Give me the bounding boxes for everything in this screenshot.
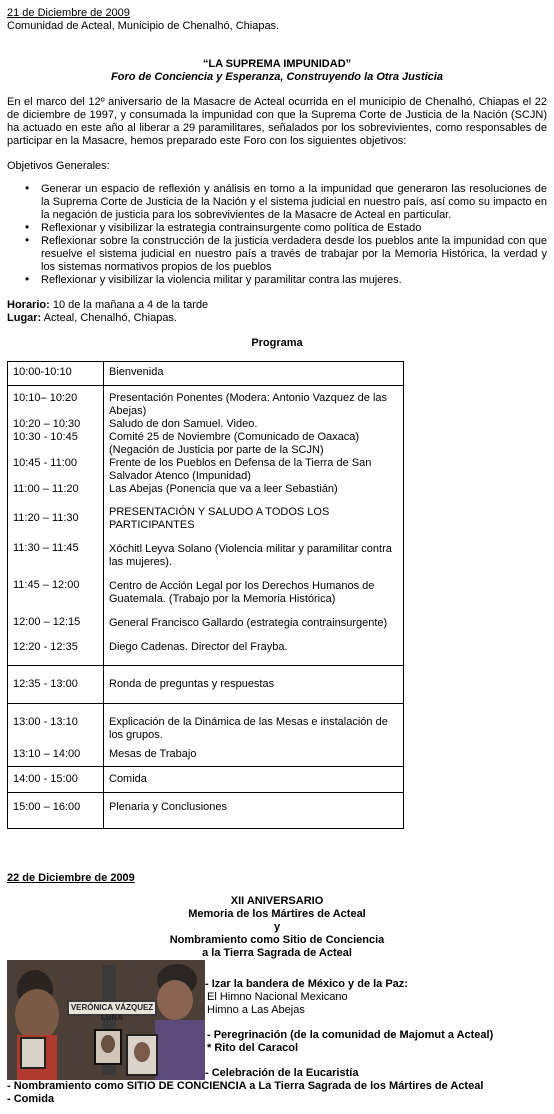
programa-heading: Programa — [251, 337, 303, 349]
time-cell — [8, 704, 104, 767]
horario-value: 10 de la mañana a 4 de la tarde — [49, 299, 209, 311]
table-row — [8, 666, 404, 704]
activity-line: - Comida — [7, 1093, 55, 1105]
time-cell — [8, 666, 104, 704]
day2-date: 22 de Diciembre de 2009 — [7, 872, 135, 884]
time-text: 15:00 – 16:00 — [13, 801, 81, 813]
table-row — [8, 767, 404, 793]
day2-title-line: a la Tierra Sagrada de Acteal — [202, 947, 352, 959]
activity-text: Plenaria y Conclusiones — [109, 801, 228, 813]
activity-text: Ronda de preguntas y respuestas — [109, 678, 275, 690]
objectives-list — [7, 183, 547, 287]
activity-line: - Celebración de la Eucaristía — [205, 1067, 359, 1079]
event-date: 21 de Diciembre de 2009 — [7, 7, 130, 19]
activity-text: Comida — [109, 773, 147, 785]
activity-text: Frente de los Pueblos en Defensa de la Tierra de San Salvador Atenco (Impunidad) — [109, 457, 372, 482]
activity-text: PRESENTACIÓN Y SALUDO A TODOS LOS PARTICIPANTES — [109, 506, 330, 531]
day2-title-line: y — [273, 921, 281, 933]
objective-item: • Reflexionar sobre la construcción de la justicia verdadera desde los pueblos ante la impunidad con que resuelve el sistema judicial en nuestro país a través de trabajar por la Memoria Histórica, la verdad y los sistemas normativos propios de los pueblos — [7, 235, 547, 274]
time-text: 11:20 – 11:30 — [13, 512, 79, 524]
time-cell — [8, 767, 104, 793]
time-text: 10:10– 10:20 — [13, 392, 78, 404]
table-row — [8, 704, 404, 767]
time-text: 12:00 – 12:15 — [13, 616, 81, 628]
activity-text: Las Abejas (Ponencia que va a leer Sebastián) — [109, 483, 338, 495]
time-text: 10:00-10:10 — [13, 366, 72, 378]
time-text: 10:45 - 11:00 — [13, 457, 78, 469]
horario-line — [7, 299, 208, 312]
time-text: 10:30 - 10:45 — [13, 431, 78, 443]
intro-paragraph: En el marco del 12º aniversario de la Masacre de Acteal ocurrida en el municipio de Chenalhó, Chiapas el 22 de diciembre de 1997, y consumada la impunidad con que la Suprema Corte de Justicia de la Nación (SCJN) ha actuado en este año al liberar a 29 paramilitares, señalados por los sobrevivientes, como responsables de participar en la Masacre, hemos preparado este Foro con los siguientes objetivos: — [7, 96, 547, 147]
activity-text: Explicación de la Dinámica de las Mesas e instalación de los grupos. — [109, 716, 388, 741]
table-row — [8, 793, 404, 829]
activity-cell — [104, 386, 404, 666]
lugar-label: Lugar: — [7, 312, 42, 324]
lugar-value: Acteal, Chenalhó, Chiapas. — [41, 312, 177, 324]
day2-title-line: Nombramiento como Sitio de Conciencia — [169, 934, 385, 946]
time-text: 10:20 – 10:30 — [13, 418, 81, 430]
time-text: 12:35 - 13:00 — [13, 678, 78, 690]
photo-caption: VERÓNICA VÁZQUEZ LUNA — [70, 1003, 154, 1022]
activity-text: Xóchitl Leyva Solano (Violencia militar y paramilitar contra las mujeres). — [109, 543, 392, 568]
activity-line: * Rito del Caracol — [207, 1042, 299, 1054]
page-title: “LA SUPREMA IMPUNIDAD” — [202, 58, 352, 70]
time-text: 13:10 – 14:00 — [13, 748, 81, 760]
day2-title-line: Memoria de los Mártires de Acteal — [188, 908, 366, 920]
time-text: 14:00 - 15:00 — [13, 773, 78, 785]
activity-line: - Peregrinación (de la comunidad de Majomut a Acteal) — [207, 1029, 494, 1041]
activity-line: - Izar la bandera de México y de la Paz: — [205, 978, 408, 990]
time-cell — [8, 362, 104, 386]
memorial-photo — [7, 960, 205, 1080]
time-cell — [8, 793, 104, 829]
time-text: 12:20 - 12:35 — [13, 641, 78, 653]
day2-title — [0, 895, 554, 960]
activity-text: Centro de Acción Legal por los Derechos Humanos de Guatemala. (Trabajo por la Memoria Histórica) — [109, 580, 375, 605]
time-text: 11:45 – 12:00 — [13, 579, 80, 591]
activity-line: Himno a Las Abejas — [207, 1004, 305, 1016]
activity-cell — [104, 704, 404, 767]
page-subtitle: Foro de Conciencia y Esperanza, Construyendo la Otra Justicia — [111, 71, 443, 83]
objective-item: • Reflexionar y visibilizar la violencia militar y paramilitar contra las mujeres. — [7, 274, 547, 287]
lugar-line — [7, 312, 177, 325]
activity-text: Comité 25 de Noviembre (Comunicado de Oaxaca) (Negación de Justicia por parte de la SCJN) — [109, 431, 360, 456]
time-cell — [8, 386, 104, 666]
time-text: 11:00 – 11:20 — [13, 483, 79, 495]
horario-label: Horario: — [7, 299, 50, 311]
objective-item: • Generar un espacio de reflexión y análisis en torno a la impunidad que generaron las resoluciones de la Suprema Corte de Justicia de la Nación y el sistema judicial en nuestro país, así como su impacto en la negación de justicia para los sobrevivientes de la Masacre de Acteal en particular. — [7, 183, 547, 222]
activity-text: General Francisco Gallardo (estrategia contrainsurgente) — [109, 617, 388, 629]
time-text: 11:30 – 11:45 — [13, 542, 79, 554]
activity-cell — [104, 362, 404, 386]
time-text: 13:00 - 13:10 — [13, 716, 78, 728]
activity-text: Presentación Ponentes (Modera: Antonio Vazquez de las Abejas) — [109, 392, 388, 417]
objective-item: • Reflexionar y visibilizar la estrategia contrainsurgente como política de Estado — [7, 222, 547, 235]
event-place: Comunidad de Acteal, Municipio de Chenalhó, Chiapas. — [7, 20, 280, 32]
activity-cell — [104, 767, 404, 793]
activity-text: Diego Cadenas. Director del Frayba. — [109, 641, 288, 653]
programa-table — [7, 361, 404, 829]
objectives-heading: Objetivos Generales: — [7, 160, 110, 172]
activity-text: Saludo de don Samuel. Video. — [109, 418, 258, 430]
activity-line: El Himno Nacional Mexicano — [207, 991, 348, 1003]
day2-title-line: XII ANIVERSARIO — [230, 895, 324, 907]
activity-line: - Nombramiento como SITIO DE CONCIENCIA a La Tierra Sagrada de los Mártires de Acteal — [7, 1080, 484, 1092]
activity-cell — [104, 793, 404, 829]
table-row — [8, 386, 404, 666]
table-row — [8, 362, 404, 386]
activity-cell — [104, 666, 404, 704]
activity-text: Bienvenida — [109, 366, 164, 378]
activity-text: Mesas de Trabajo — [109, 748, 197, 760]
